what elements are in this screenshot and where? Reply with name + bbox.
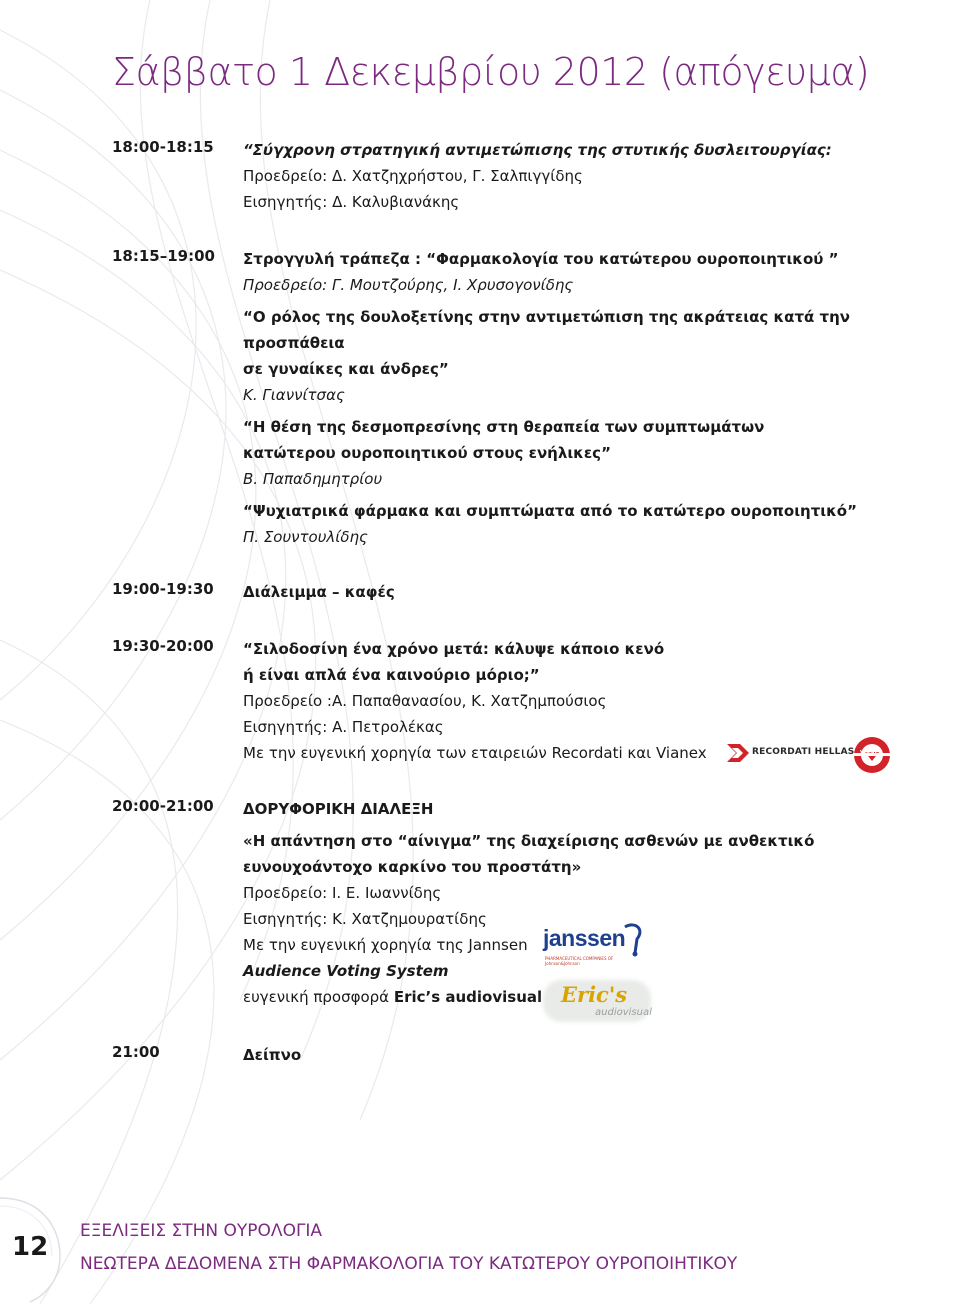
session-speaker: Εισηγητής: Α. Πετρολέκας xyxy=(243,718,444,736)
footer-journal-title: ΕΞΕΛΙΞΕΙΣ ΣΤΗΝ ΟΥΡΟΛΟΓΙΑ xyxy=(80,1221,323,1241)
session-chairs: Προεδρείο :Α. Παπαθανασίου, Κ. Χατζημπούσιος xyxy=(243,692,607,710)
session-time: 18:00-18:15 xyxy=(112,138,214,156)
janssen-logo xyxy=(543,923,645,971)
audiovisual-prefix: ευγενική προσφορά xyxy=(243,988,390,1006)
session-chairs: Προεδρείο: Γ. Μουτζούρης, Ι. Χρυσογονίδης xyxy=(243,276,574,294)
session-chairs: Προεδρείο: Δ. Χατζηχρήστου, Γ. Σαλπιγγίδης xyxy=(243,167,583,185)
erics-logo-text: Eric's xyxy=(561,982,628,1007)
recordati-logo xyxy=(726,740,855,768)
janssen-swoosh-icon xyxy=(623,923,645,957)
talk-title: σε γυναίκες και άνδρες” xyxy=(243,360,449,378)
session-content xyxy=(243,1042,843,1068)
recordati-logo-text: RECORDATI HELLAS xyxy=(752,747,855,757)
voting-system-label: Audience Voting System xyxy=(243,962,449,980)
session-subtitle: ευνουχοάντοχο καρκίνο του προστάτη» xyxy=(243,858,582,876)
audiovisual-name: Eric’s audiovisual xyxy=(393,988,543,1006)
talk-title: “Ο ρόλος της δουλοξετίνης στην αντιμετώπιση της ακράτειας κατά την xyxy=(243,308,851,326)
session-content xyxy=(243,796,843,1010)
session-time: 21:00 xyxy=(112,1043,160,1061)
session-topic: Στρογγυλή τράπεζα : “Φαρμακολογία του κατώτερου ουροποιητικού ” xyxy=(243,250,839,268)
session-chairs: Προεδρείο: Ι. Ε. Ιωαννίδης xyxy=(243,884,442,902)
session-time: 18:15–19:00 xyxy=(112,247,215,265)
session-speaker: Εισηγητής: Δ. Καλυβιανάκης xyxy=(243,193,460,211)
talk-speaker: Κ. Γιαννίτσας xyxy=(243,386,345,404)
talk-title: κατώτερου ουροποιητικού στους ενήλικες” xyxy=(243,444,611,462)
session-content xyxy=(243,246,857,550)
erics-logo-subtext: audiovisual xyxy=(595,1007,652,1018)
talk-speaker: Π. Σουντουλίδης xyxy=(243,528,368,546)
session-time: 20:00-21:00 xyxy=(112,797,214,815)
janssen-logo-subtext: PHARMACEUTICAL COMPANIES OF Johnson&Johnson xyxy=(545,956,614,966)
session-topic: “Σύγχρονη στρατηγική αντιμετώπισης της στυτικής δυσλειτουργίας: xyxy=(243,141,832,159)
session-sponsor: Με την ευγενική χορηγία της Jannsen xyxy=(243,936,528,954)
session-topic: Δείπνο xyxy=(243,1046,302,1064)
session-topic: “Σιλοδοσίνη ένα χρόνο μετά: κάλυψε κάποιο κενό xyxy=(243,640,665,658)
session-content xyxy=(243,137,843,215)
talk-title: “Ψυχιατρικά φάρμακα και συμπτώματα από το κατώτερο ουροποιητικό” xyxy=(243,502,857,520)
page-number: 12 xyxy=(12,1232,49,1262)
vianex-logo-text: VIANEX xyxy=(860,750,883,756)
janssen-logo-text: janssen xyxy=(543,925,626,951)
talk-title: “Η θέση της δεσμοπρεσίνης στη θεραπεία των συμπτωμάτων xyxy=(243,418,765,436)
session-topic: ΔΟΡΥΦΟΡΙΚΗ ΔΙΑΛΕΞΗ xyxy=(243,800,434,818)
session-content xyxy=(243,579,843,605)
page-title: Σάββατο 1 Δεκεμβρίου 2012 (απόγευμα) xyxy=(112,50,870,94)
session-subtitle: «Η απάντηση στο “αίνιγμα” της διαχείρισης ασθενών με ανθεκτικό xyxy=(243,832,815,850)
session-time: 19:00-19:30 xyxy=(112,580,214,598)
talk-title: προσπάθεια xyxy=(243,334,345,352)
session-sponsor: Με την ευγενική χορηγία των εταιρειών Recordati και Vianex xyxy=(243,744,707,762)
session-topic: ή είναι απλά ένα καινούριο μόριο;” xyxy=(243,666,540,684)
erics-audiovisual-logo xyxy=(543,980,653,1024)
talk-speaker: Β. Παπαδημητρίου xyxy=(243,470,383,488)
session-time: 19:30-20:00 xyxy=(112,637,214,655)
vianex-logo xyxy=(852,735,892,775)
footer-issue-title: ΝΕΩΤΕΡΑ ΔΕΔΟΜΕΝΑ ΣΤΗ ΦΑΡΜΑΚΟΛΟΓΙΑ ΤΟΥ ΚΑΤΩΤΕΡΟΥ ΟΥΡΟΠΟΙΗΤΙΚΟΥ xyxy=(80,1254,738,1274)
recordati-mark-icon xyxy=(726,742,750,764)
session-speaker: Εισηγητής: Κ. Χατζημουρατίδης xyxy=(243,910,487,928)
session-topic: Διάλειμμα – καφές xyxy=(243,583,395,601)
